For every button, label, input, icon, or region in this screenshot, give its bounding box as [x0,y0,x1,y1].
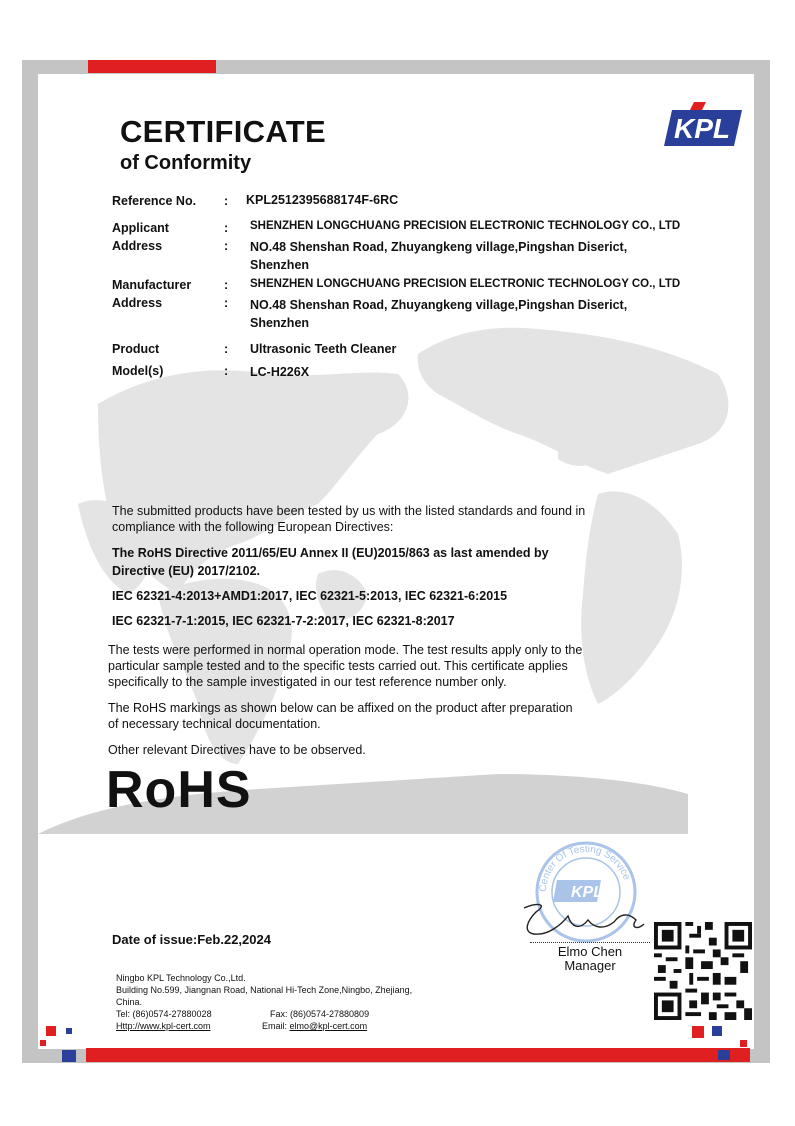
stamp-text: Center Of Testing Service [537,843,632,893]
bottom-red-bar [86,1048,750,1062]
applicant-label: Applicant [112,221,169,235]
signer-title: Manager [564,958,616,973]
signature-icon [518,898,648,942]
decor-square [712,1026,722,1036]
manufacturer-address-line1: NO.48 Shenshan Road, Zhuyangkeng village,Pingshan Diserict, [250,298,628,312]
product-label: Product [112,342,160,356]
intro-line2: compliance with the following European Directives: [112,520,394,534]
applicant-address-line1: NO.48 Shenshan Road, Zhuyangkeng village,Pingshan Diserict, [250,240,628,254]
tests-line3: specifically to the sample investigated in our test reference number only. [108,675,507,689]
kpl-logo-icon [664,102,744,150]
decor-square [740,1040,747,1047]
model-value: LC-H226X [250,365,310,379]
directive-line2: Directive (EU) 2017/2102. [112,564,261,578]
applicant-address-line2: Shenzhen [250,258,310,272]
issue-date: Date of issue:Feb.22,2024 [112,932,271,947]
colon: : [224,221,229,235]
decor-square [40,1040,46,1046]
colon: : [224,342,229,356]
decor-square [62,1050,76,1062]
rohs-mark: RoHS [106,761,252,819]
tests-line1: The tests were performed in normal operation mode. The test results apply only to the [108,643,583,657]
signature-line [530,942,650,943]
email-label: Email: [262,1021,290,1031]
footer-address-line1: Building No.599, Jiangnan Road, National Hi-Tech Zone,Ningbo, Zhejiang, [116,985,413,995]
colon: : [224,296,229,310]
tests-line2: particular sample tested and to the specific tests carried out. This certificate applies [108,659,568,673]
qr-code-icon [654,922,752,1020]
model-label: Model(s) [112,364,164,378]
signer-block [530,945,650,973]
footer-email [262,1021,367,1032]
decor-square [46,1026,56,1036]
intro-line1: The submitted products have been tested by us with the listed standards and found in [112,504,586,518]
footer-fax: Fax: (86)0574-27880809 [270,1009,370,1019]
markings-line1: The RoHS markings as shown below can be affixed on the product after preparation [108,701,573,715]
markings-line2: of necessary technical documentation. [108,717,321,731]
directive-line1: The RoHS Directive 2011/65/EU Annex II (EU)2015/863 as last amended by [112,546,549,560]
footer-tel: Tel: (86)0574-27880028 [116,1009,212,1019]
colon: : [224,239,229,253]
colon: : [224,278,229,292]
top-red-bar [88,60,216,73]
standards-line1: IEC 62321-4:2013+AMD1:2017, IEC 62321-5:2013, IEC 62321-6:2015 [112,589,508,603]
certificate-subtitle: of Conformity [120,152,252,174]
applicant-address-label: Address [112,239,163,253]
footer-address-line2: China. [116,997,143,1007]
reference-label: Reference No. [112,194,197,208]
decor-square [66,1028,72,1034]
certificate-title: CERTIFICATE [120,114,326,149]
footer-company: Ningbo KPL Technology Co.,Ltd. [116,973,246,983]
decor-square [718,1050,730,1060]
manufacturer-address-line2: Shenzhen [250,316,310,330]
applicant-value: SHENZHEN LONGCHUANG PRECISION ELECTRONIC TECHNOLOGY CO., LTD [250,220,681,232]
logo-text: KPL [674,113,730,144]
product-value: Ultrasonic Teeth Cleaner [250,342,397,356]
manufacturer-address-label: Address [112,296,163,310]
footer-email-link[interactable]: elmo@kpl-cert.com [289,1021,368,1031]
manufacturer-label: Manufacturer [112,278,192,292]
signer-name: Elmo Chen [557,944,623,959]
colon: : [224,194,229,208]
reference-value: KPL2512395688174F-6RC [246,193,399,207]
standards-line2: IEC 62321-7-1:2015, IEC 62321-7-2:2017, IEC 62321-8:2017 [112,614,455,628]
other-directives: Other relevant Directives have to be observed. [108,743,366,757]
footer-website-link[interactable]: Http://www.kpl-cert.com [116,1021,211,1031]
manufacturer-value: SHENZHEN LONGCHUANG PRECISION ELECTRONIC TECHNOLOGY CO., LTD [250,278,681,290]
stamp-logo: KPL [571,884,603,901]
colon: : [224,364,229,378]
decor-square [692,1026,704,1038]
